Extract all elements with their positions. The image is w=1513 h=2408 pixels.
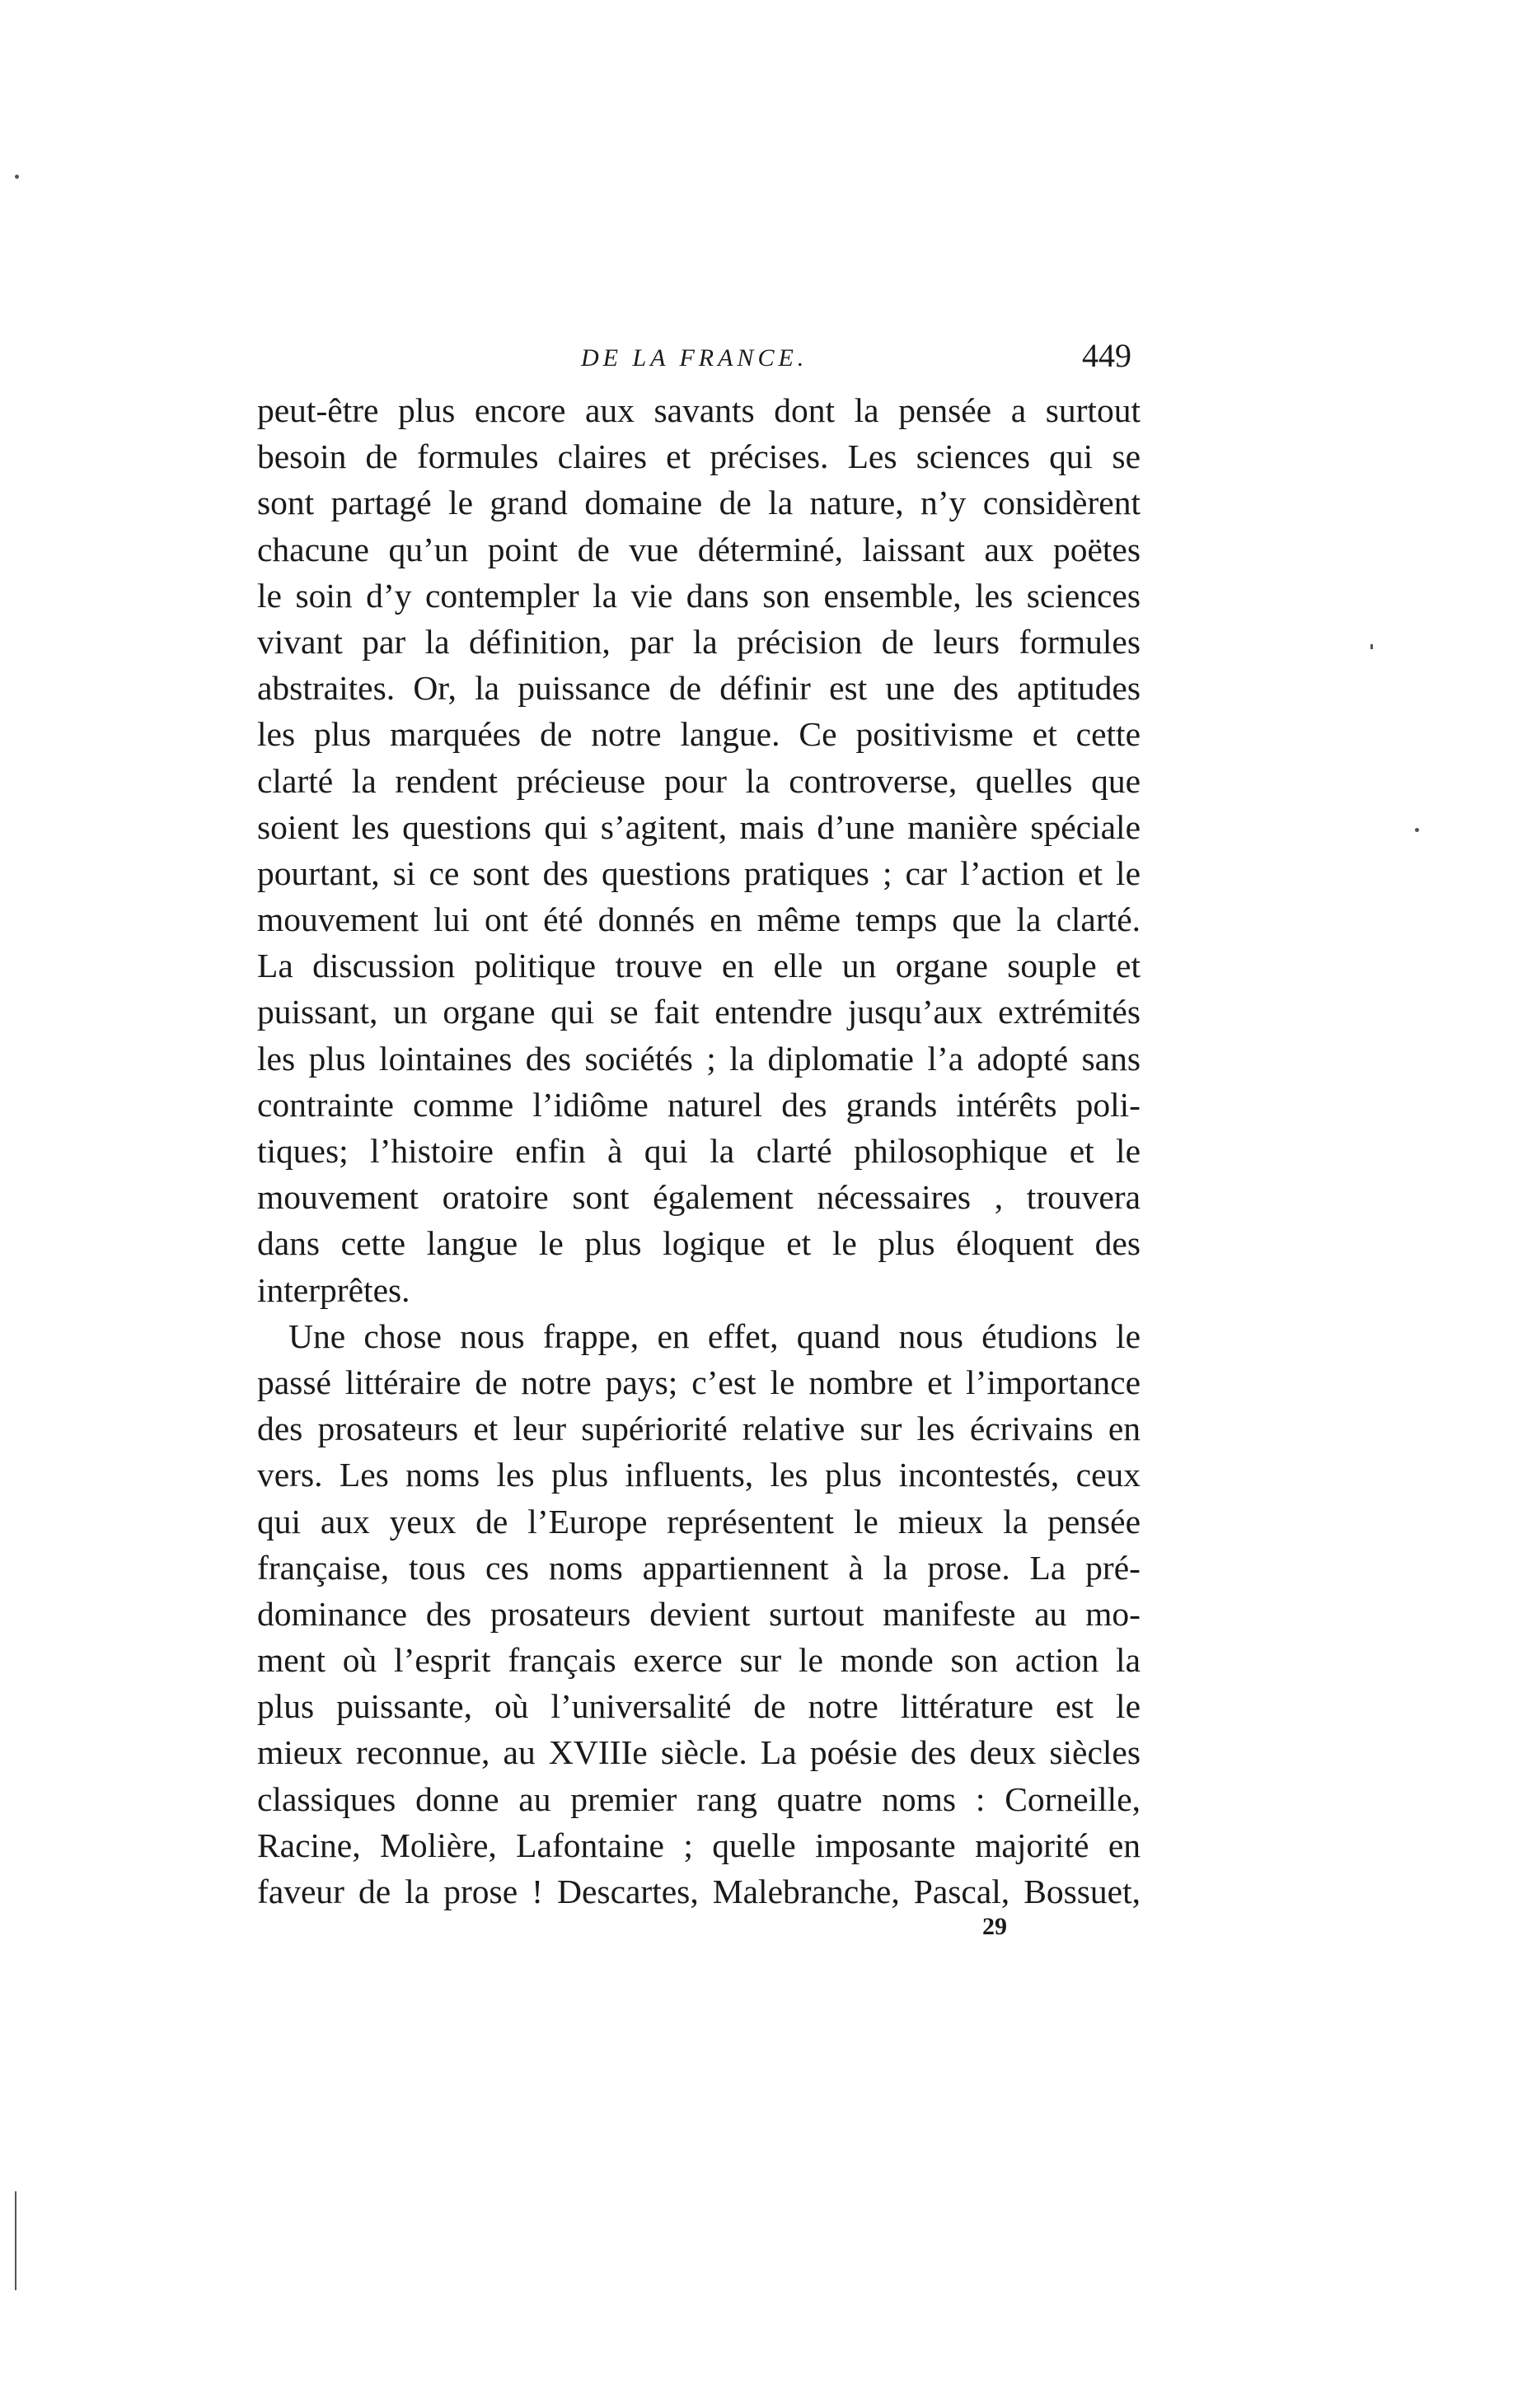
text-line: besoin de formules claires et précises. Les sciences qui se [257,437,1141,476]
text-line: dans cette langue le plus logique et le plus éloquent des [257,1224,1141,1263]
text-line: puissant, un organe qui se fait entendre jusqu’aux extrémités [257,993,1141,1031]
text-line: française, tous ces noms appartiennent à la prose. La pré- [257,1548,1141,1587]
text-line: plus puissante, où l’universalité de notre littérature est le [257,1687,1141,1726]
text-line: qui aux yeux de l’Europe représentent le mieux la pensée [257,1502,1141,1541]
page-number: 449 [1082,337,1131,374]
text-line: vers. Les noms les plus influents, les plus incontestés, ceux [257,1456,1141,1494]
text-line: mieux reconnue, au XVIIIe siècle. La poésie des deux siècles [257,1733,1141,1772]
text-line: Une chose nous frappe, en effet, quand nous étudions le [288,1316,1141,1355]
text-line: le soin d’y contempler la vie dans son ensemble, les sciences [257,576,1141,615]
scan-speck [1415,828,1419,832]
text-line: mouvement oratoire sont également nécessaires , trouvera [257,1178,1141,1217]
paragraph [257,1313,1141,1915]
text-line: classiques donne au premier rang quatre noms : Corneille, [257,1779,1141,1818]
text-line: vivant par la définition, par la précision de leurs formules [257,622,1141,661]
text-line: interprêtes. [257,1270,410,1309]
text-line: chacune qu’un point de vue déterminé, laissant aux poëtes [257,530,1141,568]
text-line: pourtant, si ce sont des questions pratiques ; car l’action et le [257,853,1141,892]
scan-edge-line [15,2191,16,2290]
text-line: ment où l’esprit français exerce sur le monde son action la [257,1641,1141,1680]
text-line: soient les questions qui s’agitent, mais d’une manière spéciale [257,807,1141,846]
text-line: mouvement lui ont été donnés en même temps que la clarté. [257,900,1141,939]
text-line: tiques; l’histoire enfin à qui la clarté philosophique et le [257,1132,1141,1170]
text-line: clarté la rendent précieuse pour la controverse, quelles que [257,761,1141,800]
text-line: Racine, Molière, Lafontaine ; quelle imposante majorité en [257,1826,1141,1864]
running-title: DE LA FRANCE. [581,344,808,372]
scan-speck [1370,644,1373,649]
text-line: faveur de la prose ! Descartes, Malebranche, Pascal, Bossuet, [257,1873,1141,1910]
signature-mark: 29 [982,1913,1007,1940]
text-line: les plus lointaines des sociétés ; la diplomatie l’a adopté sans [257,1039,1141,1078]
text-line: La discussion politique trouve en elle un organe souple et [257,947,1141,985]
body-text [257,387,1141,1915]
text-line: sont partagé le grand domaine de la nature, n’y considèrent [257,484,1141,522]
text-line: abstraites. Or, la puissance de définir est une des aptitudes [257,669,1141,708]
text-line: des prosateurs et leur supériorité relative sur les écrivains en [257,1410,1141,1448]
text-line: passé littéraire de notre pays; c’est le nombre et l’importance [257,1363,1141,1401]
scan-speck [15,175,19,179]
text-line: peut-être plus encore aux savants dont la pensée a surtout [257,391,1141,429]
text-line: les plus marquées de notre langue. Ce positivisme et cette [257,715,1141,754]
text-line: contrainte comme l’idiôme naturel des grands intérêts poli- [257,1085,1141,1124]
paragraph [257,387,1141,1313]
text-line: dominance des prosateurs devient surtout manifeste au mo- [257,1594,1141,1633]
